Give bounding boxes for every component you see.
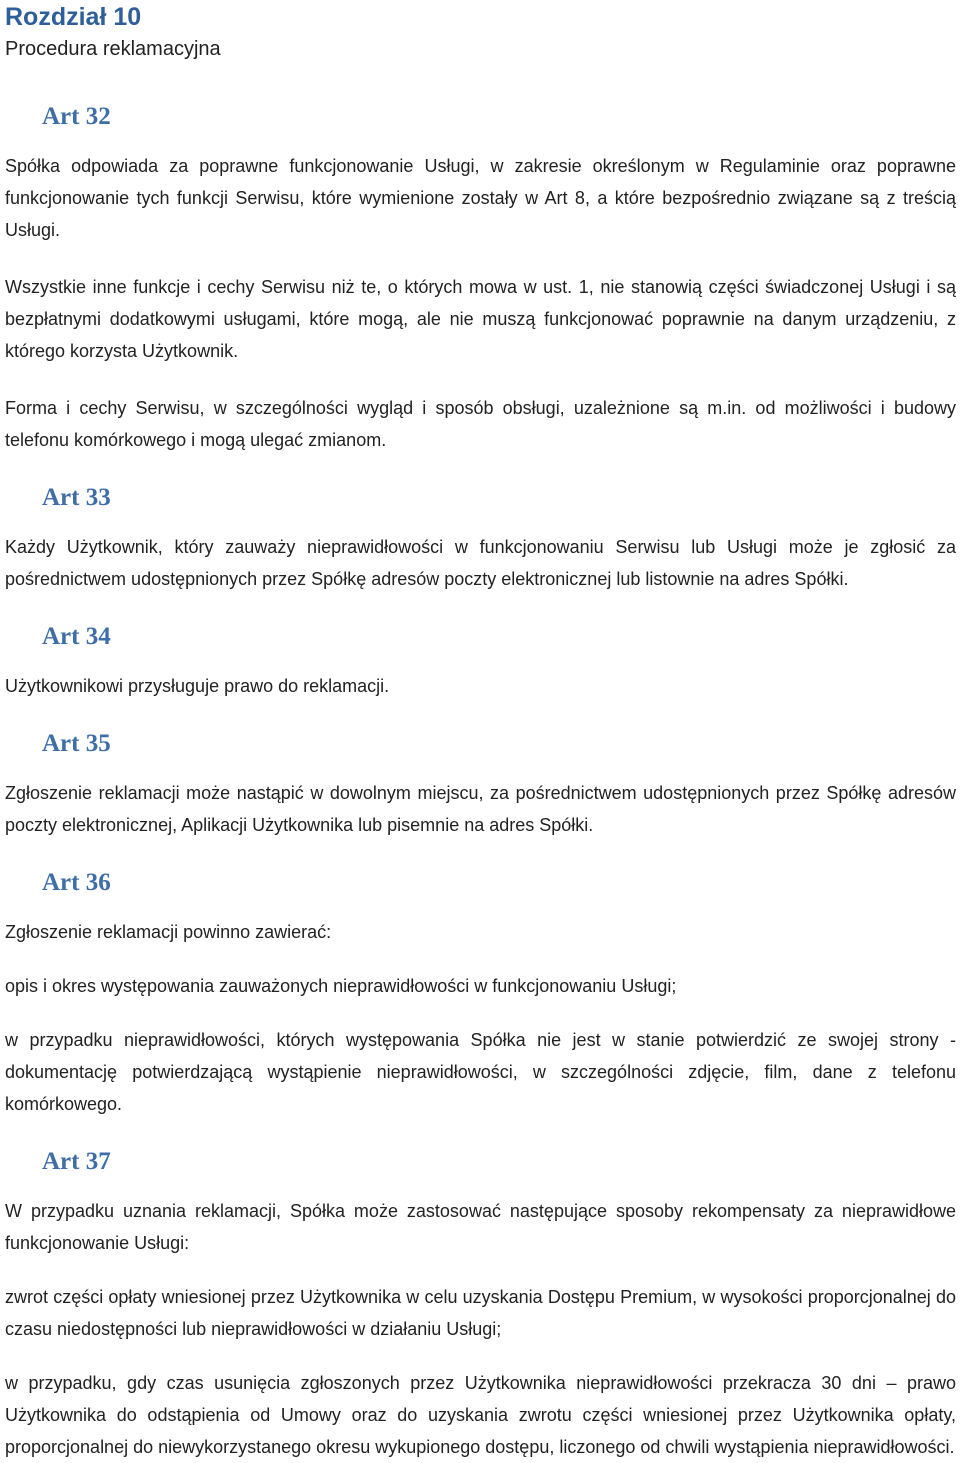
article-paragraph: opis i okres występowania zauważonych nieprawidłowości w funkcjonowaniu Usługi;	[5, 976, 677, 996]
article-heading: Art 35	[42, 730, 111, 757]
article-33	[5, 483, 956, 595]
article-35	[5, 729, 956, 841]
article-paragraph: Zgłoszenie reklamacji powinno zawierać:	[5, 922, 332, 942]
article-paragraph: W przypadku uznania reklamacji, Spółka może zastosować następujące sposoby rekompensaty za nieprawidłowe funkcjonowanie Usługi:	[5, 1201, 956, 1253]
article-paragraph: w przypadku, gdy czas usunięcia zgłoszonych przez Użytkownika nieprawidłowości przekracza 30 dni – prawo Użytkownika do odstąpienia od Umowy oraz do uzyskania zwrotu części wniesionej przez Użytkownika opłaty, proporcjonalnej do niewykorzystanego okresu wykupionego dostępu, liczonego od chwili wystąpienia nieprawidłowości.	[5, 1373, 956, 1457]
article-paragraph: Spółka odpowiada za poprawne funkcjonowanie Usługi, w zakresie określonym w Regulaminie oraz poprawne funkcjonowanie tych funkcji Serwisu, które wymienione zostały w Art 8, a które bezpośrednio związane są z treścią Usługi.	[5, 156, 956, 240]
article-36	[5, 868, 956, 1120]
article-paragraph: Zgłoszenie reklamacji może nastąpić w dowolnym miejscu, za pośrednictwem udostępnionych przez Spółkę adresów poczty elektronicznej, Aplikacji Użytkownika lub pisemnie na adres Spółki.	[5, 783, 956, 835]
article-paragraph: Forma i cechy Serwisu, w szczególności wygląd i sposób obsługi, uzależnione są m.in. od możliwości i budowy telefonu komórkowego i mogą ulegać zmianom.	[5, 398, 956, 450]
chapter-subtitle: Procedura reklamacyjna	[5, 38, 221, 60]
article-heading: Art 37	[42, 1148, 111, 1175]
article-heading: Art 34	[42, 623, 111, 650]
article-paragraph: Użytkownikowi przysługuje prawo do reklamacji.	[5, 676, 390, 696]
article-32	[5, 102, 956, 456]
article-heading: Art 36	[42, 869, 111, 896]
article-paragraph: Każdy Użytkownik, który zauważy nieprawidłowości w funkcjonowaniu Serwisu lub Usługi może je zgłosić za pośrednictwem udostępnionych przez Spółkę adresów poczty elektronicznej lub listownie na adres Spółki.	[5, 537, 956, 589]
article-37	[5, 1147, 956, 1463]
article-34	[5, 622, 956, 702]
article-heading: Art 32	[42, 103, 111, 130]
article-paragraph: zwrot części opłaty wniesionej przez Użytkownika w celu uzyskania Dostępu Premium, w wysokości proporcjonalnej do czasu niedostępności lub nieprawidłowości w działaniu Usługi;	[5, 1287, 956, 1339]
article-paragraph: Wszystkie inne funkcje i cechy Serwisu niż te, o których mowa w ust. 1, nie stanowią części świadczonej Usługi i są bezpłatnymi dodatkowymi usługami, które mogą, ale nie muszą funkcjonować poprawnie na danym urządzeniu, z którego korzysta Użytkownik.	[5, 277, 956, 361]
article-paragraph: w przypadku nieprawidłowości, których występowania Spółka nie jest w stanie potwierdzić ze swojej strony - dokumentację potwierdzającą wystąpienie nieprawidłowości, w szczególności zdjęcie, film, dane z telefonu komórkowego.	[5, 1030, 956, 1114]
chapter-title: Rozdział 10	[5, 3, 142, 31]
article-heading: Art 33	[42, 484, 111, 511]
